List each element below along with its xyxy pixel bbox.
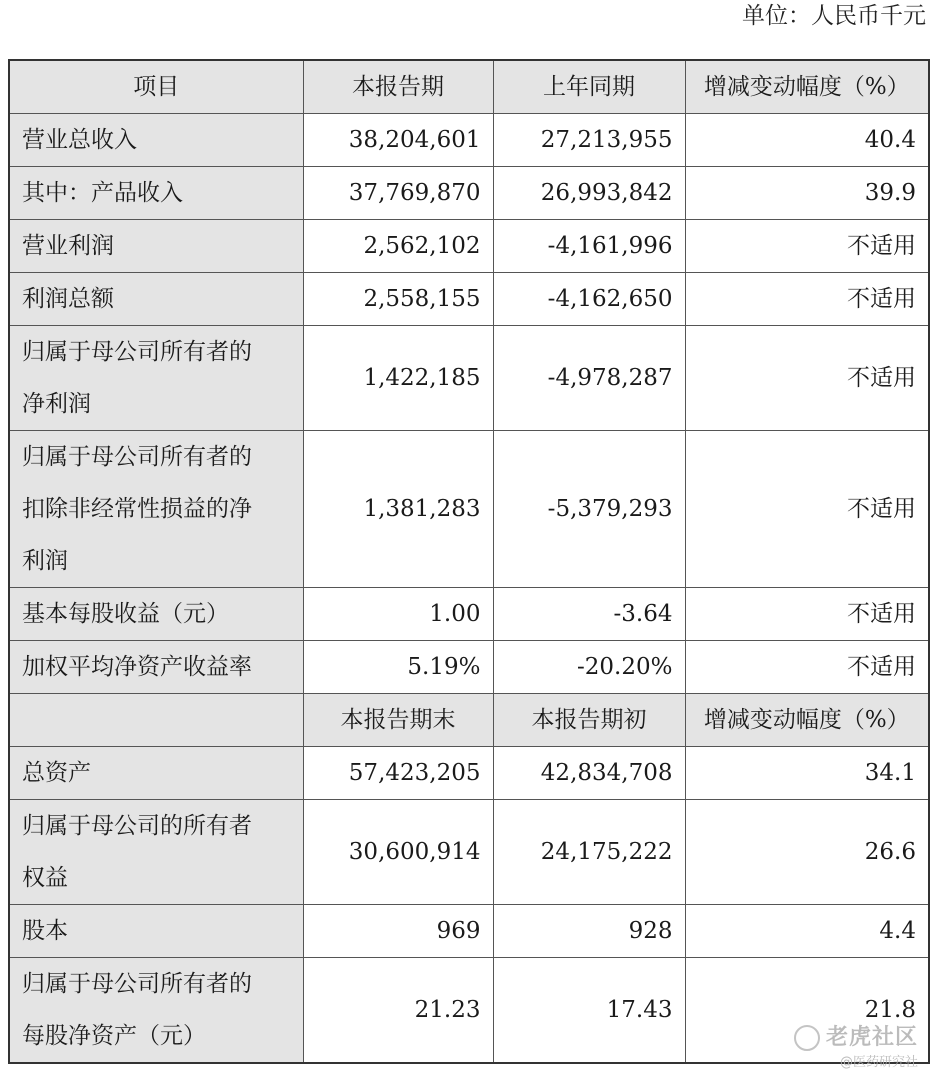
row-label <box>9 641 303 694</box>
table-row <box>9 905 929 958</box>
row-label-line: 总资产 <box>22 760 91 786</box>
value-cell: 27,213,955 <box>493 114 685 167</box>
row-label-line: 每股净资产（元） <box>22 1023 206 1049</box>
financial-summary-table <box>8 59 930 1064</box>
table-row <box>9 273 929 326</box>
value-cell: 38,204,601 <box>303 114 493 167</box>
value-cell: 34.1 <box>685 747 929 800</box>
column-header: 本报告期初 <box>493 694 685 747</box>
row-label <box>9 326 303 431</box>
value-cell: 26,993,842 <box>493 167 685 220</box>
value-cell: 37,769,870 <box>303 167 493 220</box>
column-header: 本报告期末 <box>303 694 493 747</box>
value-cell: 24,175,222 <box>493 800 685 905</box>
value-cell: 不适用 <box>685 641 929 694</box>
row-label-line: 归属于母公司的所有者 <box>22 813 252 839</box>
value-cell: 1.00 <box>303 588 493 641</box>
value-cell: 2,558,155 <box>303 273 493 326</box>
unit-label: 单位：人民币千元 <box>742 3 926 29</box>
row-label-line: 其中：产品收入 <box>22 180 183 206</box>
table-row <box>9 641 929 694</box>
row-label-line: 扣除非经常性损益的净 <box>22 496 252 522</box>
value-cell: -20.20% <box>493 641 685 694</box>
table-row <box>9 326 929 431</box>
row-label <box>9 167 303 220</box>
row-label <box>9 800 303 905</box>
table-row <box>9 431 929 588</box>
table-row <box>9 114 929 167</box>
value-cell: 39.9 <box>685 167 929 220</box>
column-header <box>9 694 303 747</box>
row-label-line: 归属于母公司所有者的 <box>22 971 252 997</box>
value-cell: 928 <box>493 905 685 958</box>
column-header: 增减变动幅度（%） <box>685 694 929 747</box>
watermark-handle: @医药研究社 <box>839 1055 918 1070</box>
value-cell: 17.43 <box>493 958 685 1064</box>
table-row <box>9 588 929 641</box>
table-row <box>9 800 929 905</box>
row-label-line: 归属于母公司所有者的 <box>22 444 252 470</box>
row-label-line: 利润 <box>22 548 68 574</box>
row-label-line: 归属于母公司所有者的 <box>22 339 252 365</box>
table-header-row <box>9 60 929 114</box>
value-cell: 1,422,185 <box>303 326 493 431</box>
row-label <box>9 114 303 167</box>
row-label-line: 利润总额 <box>22 286 114 312</box>
value-cell: 969 <box>303 905 493 958</box>
value-cell: 2,562,102 <box>303 220 493 273</box>
column-header: 上年同期 <box>493 60 685 114</box>
row-label <box>9 220 303 273</box>
row-label <box>9 905 303 958</box>
value-cell: 21.8 <box>685 958 929 1064</box>
table-row <box>9 220 929 273</box>
value-cell: 1,381,283 <box>303 431 493 588</box>
value-cell: -3.64 <box>493 588 685 641</box>
table-row <box>9 167 929 220</box>
watermark-brand: 老虎社区 <box>825 1025 918 1050</box>
watermark <box>794 1020 918 1070</box>
row-label-line: 权益 <box>22 865 68 891</box>
value-cell: 不适用 <box>685 220 929 273</box>
row-label <box>9 273 303 326</box>
value-cell: 26.6 <box>685 800 929 905</box>
row-label-line: 营业利润 <box>22 233 114 259</box>
tiger-logo-icon <box>794 1025 820 1051</box>
value-cell: 不适用 <box>685 273 929 326</box>
row-label-line: 加权平均净资产收益率 <box>22 654 252 680</box>
value-cell: 5.19% <box>303 641 493 694</box>
column-header: 本报告期 <box>303 60 493 114</box>
row-label <box>9 747 303 800</box>
value-cell: 42,834,708 <box>493 747 685 800</box>
value-cell: -4,978,287 <box>493 326 685 431</box>
value-cell: 30,600,914 <box>303 800 493 905</box>
column-header: 增减变动幅度（%） <box>685 60 929 114</box>
row-label-line: 股本 <box>22 918 68 944</box>
value-cell: -5,379,293 <box>493 431 685 588</box>
row-label-line: 净利润 <box>22 391 91 417</box>
value-cell: 21.23 <box>303 958 493 1064</box>
row-label <box>9 588 303 641</box>
column-header: 项目 <box>9 60 303 114</box>
table-header-row <box>9 694 929 747</box>
value-cell: -4,161,996 <box>493 220 685 273</box>
row-label-line: 营业总收入 <box>22 127 137 153</box>
value-cell: 4.4 <box>685 905 929 958</box>
value-cell: -4,162,650 <box>493 273 685 326</box>
value-cell: 不适用 <box>685 431 929 588</box>
row-label <box>9 431 303 588</box>
table-row <box>9 747 929 800</box>
table-body <box>9 60 929 1063</box>
value-cell: 不适用 <box>685 326 929 431</box>
value-cell: 40.4 <box>685 114 929 167</box>
row-label <box>9 958 303 1064</box>
value-cell: 不适用 <box>685 588 929 641</box>
row-label-line: 基本每股收益（元） <box>22 601 229 627</box>
table-row <box>9 958 929 1064</box>
value-cell: 57,423,205 <box>303 747 493 800</box>
